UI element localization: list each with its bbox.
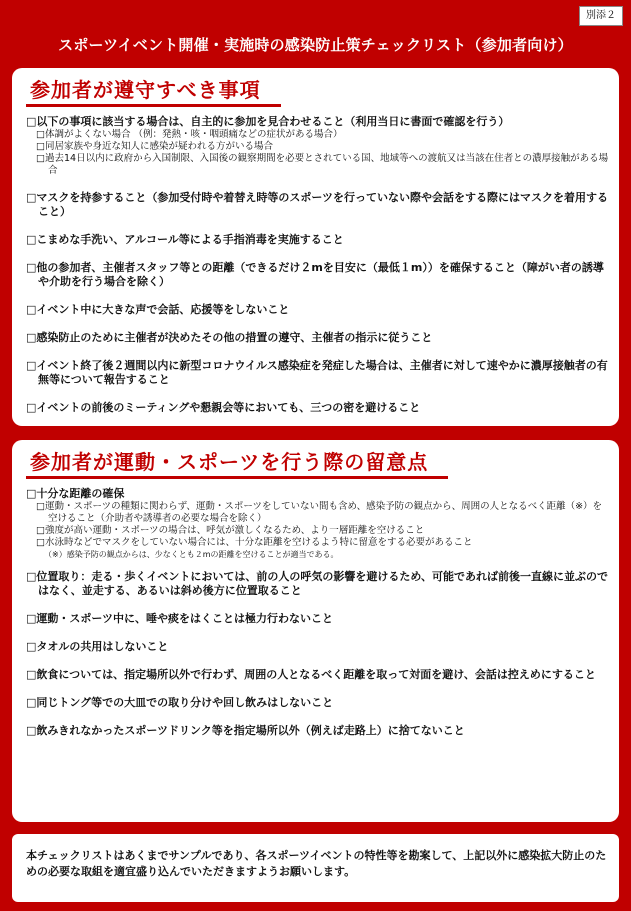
checklist-item: □同じトング等での大皿での取り分けや回し飲みはしないこと <box>26 696 334 709</box>
checklist-item: □感染防止のために主催者が決めたその他の措置の遵守、主催者の指示に従うこと <box>26 331 433 344</box>
section-heading: 参加者が遵守すべき事項 <box>26 72 261 105</box>
section-exercise-notes <box>12 440 619 822</box>
checklist-item: □イベント中に大きな声で会話、応援等をしないこと <box>26 303 290 316</box>
checklist-item: □位置取り：走る・歩くイベントにおいては、前の人の呼気の影響を避けるため、可能であれば前後一直線に並ぶのではなく、並走する、あるいは斜め後方に位置取ること <box>26 570 608 597</box>
checklist-subitem: □運動・スポーツの種類に関わらず、運動・スポーツをしていない間も含め、感染予防の観点から、周囲の人となるべく距離（※）を空けること（介助者や誘導者の必要な場合を除く） <box>36 501 603 524</box>
section-participant-rules <box>12 68 619 426</box>
checklist-subitem: □強度が高い運動・スポーツの場合は、呼気が激しくなるため、より一層距離を空けること <box>36 525 425 536</box>
footnote: （※）感染予防の観点からは、少なくとも２mの距離を空けることが適当である。 <box>44 550 339 559</box>
footer-note: 本チェックリストはあくまでサンプルであり、各スポーツイベントの特性等を勘案して、上記以外に感染拡大防止のための必要な取組を適宜盛り込んでいただきますようお願いします。 <box>26 849 607 878</box>
checklist-subitem: □体調がよくない場合 （例：発熱・咳・咽頭痛などの症状がある場合） <box>36 129 343 140</box>
checklist-item: □イベントの前後のミーティングや懇親会等においても、三つの密を避けること <box>26 401 421 414</box>
checklist-item: □イベント終了後２週間以内に新型コロナウイルス感染症を発症した場合は、主催者に対して速やかに濃厚接触者の有無等について報告すること <box>26 359 608 386</box>
checklist-item: □マスクを持参すること（参加受付時や着替え時等のスポーツを行っていない際や会話をする際にはマスクを着用すること） <box>26 191 608 218</box>
checklist <box>12 105 619 415</box>
checklist-item: □他の参加者、主催者スタッフ等との距離（できるだけ２mを目安に（最低１m））を確保すること（障がい者の誘導や介助を行う場合を除く） <box>26 261 604 288</box>
checklist-item: □飲食については、指定場所以外で行わず、周囲の人となるべく距離を取って対面を避け、会話は控えめにすること <box>26 668 596 681</box>
checklist-subitem: □水泳時などでマスクをしていない場合には、十分な距離を空けるよう特に留意をする必要があること <box>36 537 473 548</box>
checklist-item: □飲みきれなかったスポーツドリンク等を指定場所以外（例えば走路上）に捨てないこと <box>26 724 465 737</box>
checklist-item: □十分な距離の確保 <box>26 487 125 500</box>
checklist <box>12 477 619 738</box>
attachment-tag: 別添２ <box>579 6 623 26</box>
page-title: スポーツイベント開催・実施時の感染防止策チェックリスト（参加者向け） <box>58 36 573 54</box>
checklist-subitem: □過去14日以内に政府から入国制限、入国後の観察期間を必要とされている国、地域等への渡航又は当該在住者との濃厚接触がある場合 <box>36 153 609 176</box>
checklist-item: □タオルの共用はしないこと <box>26 640 169 653</box>
checklist-item: □以下の事項に該当する場合は、自主的に参加を見合わせること（利用当日に書面で確認を行う） <box>26 115 510 128</box>
checklist-item: □こまめな手洗い、アルコール等による手指消毒を実施すること <box>26 233 344 246</box>
checklist-item: □運動・スポーツ中に、唾や痰をはくことは極力行わないこと <box>26 612 333 625</box>
footer-note-box <box>12 834 619 902</box>
section-heading: 参加者が運動・スポーツを行う際の留意点 <box>26 444 428 477</box>
checklist-subitem: □同居家族や身近な知人に感染が疑われる方がいる場合 <box>36 141 273 152</box>
